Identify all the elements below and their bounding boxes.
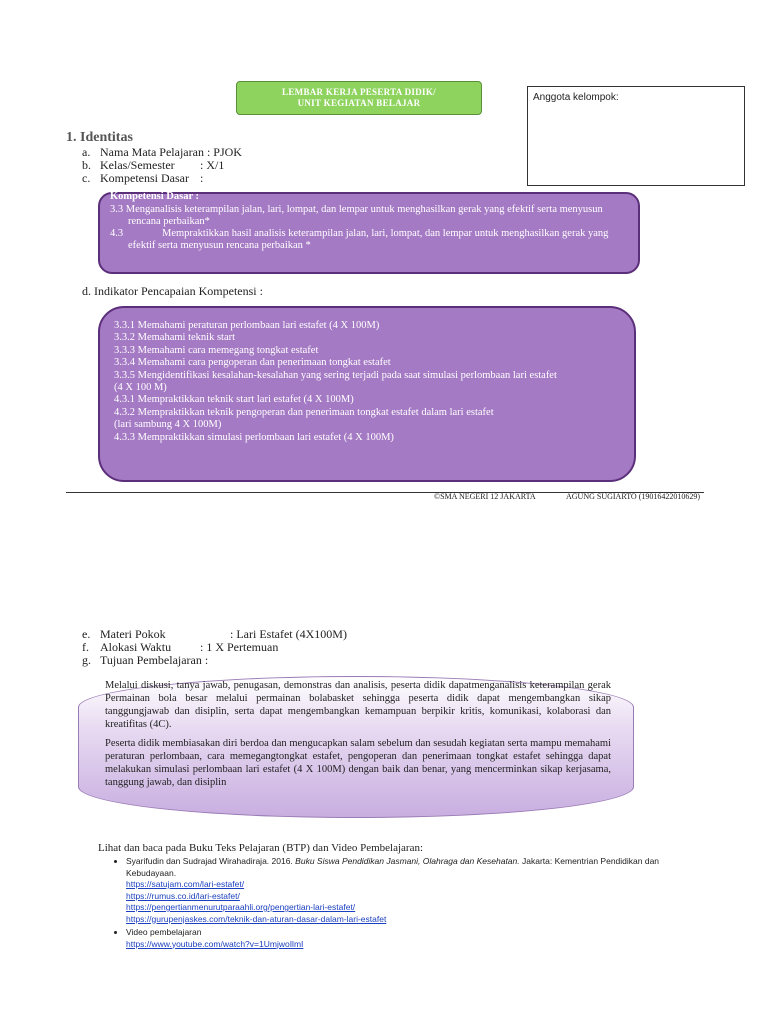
indikator-item: 3.3.2 Memahami teknik start — [114, 332, 236, 344]
reference-link[interactable]: https://pengertianmenurutparaahli.org/pengertian-lari-estafet/ — [126, 902, 356, 912]
indikator-item: 3.3.5 Mengidentifikasi kesalahan-kesalahan yang sering terjadi pada saat simulasi perlombaan lari estafet — [114, 369, 557, 381]
item-materi-pokok: e. Materi Pokok : Lari Estafet (4X100M) — [82, 627, 347, 641]
identity-item-a: a. Nama Mata Pelajaran : PJOK — [82, 145, 242, 159]
item-tujuan-pembelajaran: g. Tujuan Pembelajaran : — [82, 653, 209, 667]
title-line-1: LEMBAR KERJA PESERTA DIDIK/ — [282, 87, 436, 97]
kd-4-3-line2: efektif serta menyusun rencana perbaikan * — [128, 240, 311, 251]
reference-link[interactable]: https://gurupenjaskes.com/teknik-dan-aturan-dasar-dalam-lari-estafet — [126, 913, 387, 924]
group-members-label: Anggota kelompok: — [533, 92, 619, 103]
indikator-item: 4.3.1 Mempraktikkan teknik start lari estafet (4 X 100M) — [114, 394, 354, 406]
indikator-item: (lari sambung 4 X 100M) — [114, 419, 222, 431]
section-title-identitas: 1. Identitas — [66, 130, 133, 145]
indikator-item: 4.3.2 Mempraktikkan teknik pengoperan dan penerimaan tongkat estafet dalam lari estafet — [114, 406, 494, 418]
kd-4-3-number: 4.3 — [110, 228, 124, 239]
identity-item-c: c. Kompetensi Dasar : — [82, 171, 204, 185]
identity-item-b: b. Kelas/Semester : X/1 — [82, 158, 225, 172]
footer-author: AGUNG SUGIARTO (19016422010629) — [566, 492, 701, 501]
reference-intro: Lihat dan baca pada Buku Teks Pelajaran (BTP) dan Video Pembelajaran: — [98, 842, 424, 854]
group-members-box — [527, 86, 745, 186]
reference-book-title: Buku Siswa Pendidikan Jasmani, Olahraga dan Kesehatan. — [295, 856, 520, 866]
worksheet-title-banner — [236, 81, 482, 115]
indikator-item: 3.3.4 Memahami cara pengoperan dan penerimaan tongkat estafet — [114, 357, 391, 369]
reference-link[interactable]: https://rumus.co.id/lari-estafet/ — [126, 890, 240, 901]
footer-school: ©SMA NEGERI 12 JAKARTA — [434, 492, 536, 501]
tujuan-paragraph-2: Peserta didik membiasakan diri berdoa dan mengucapkan salam sebelum dan sesudah kegiatan serta mampu memahami peraturan perlombaan, cara memegangtongkat estafet, pengoperan dan penerimaan tongkat estafet sehingga dapat melakukan simulasi perlombaan lari estafet (4 X 100M) dengan baik dan benar, yang mencerminkan sikap kerjasama, tanggung jawab, dan disiplin — [105, 738, 611, 788]
kd-4-3-line1: Mempraktikkan hasil analisis keterampilan jalan, lari, lompat, dan lempar untuk menghasilkan gerak yang — [162, 228, 609, 239]
indikator-label: d. Indikator Pencapaian Kompetensi : — [82, 284, 263, 298]
reference-book: • Syarifudin dan Sudrajad Wirahadiraja. 2016. Buku Siswa Pendidikan Jasmani, Olahraga dan Kesehatan. Jakarta: Kementrian Pendidikan dan Kebudayaan. https://satujam.com/lari-estafet/ https://rumus.co.id/lari-estafet/ https://pengertianmenurutparaahli.org/pengertian-lari-estafet/ https://gurupenjaskes.com/teknik-dan-aturan-dasar-dalam-lari-estafet — [126, 856, 698, 925]
reference-section — [98, 842, 698, 950]
kd-3-3-line2: rencana perbaikan* — [128, 216, 210, 227]
item-alokasi-waktu: f. Alokasi Waktu : 1 X Pertemuan — [82, 640, 279, 654]
video-link[interactable]: https://www.youtube.com/watch?v=1UmjwoIlmI — [126, 938, 304, 949]
kompetensi-dasar-box — [98, 192, 640, 274]
tujuan-pembelajaran-box — [78, 676, 634, 818]
kd-3-3-line1: 3.3 Menganalisis keterampilan jalan, lari, lompat, dan lempar untuk menghasilkan gerak yang efektif serta menyusun — [110, 204, 603, 215]
tujuan-paragraph-1: Melalui diskusi, tanya jawab, penugasan, demonstras dan analisis, peserta didik dapatmenganalisis keterampilan gerak Permainan bola besar melalui permainan bolabasket sehingga peserta didik dapat mengembangkan sikap tanggungjawab dan disiplin, serta dapat mengembangkan kemampuan berpikir kritis, komunikasi, kolaborasi dan kreatifitas (4C). — [105, 680, 611, 730]
reference-video: • Video pembelajaran https://www.youtube.com/watch?v=1UmjwoIlmI — [126, 927, 698, 950]
indikator-item: 3.3.1 Memahami peraturan perlombaan lari estafet (4 X 100M) — [114, 320, 380, 331]
reference-list — [98, 856, 698, 950]
reference-link[interactable]: https://satujam.com/lari-estafet/ — [126, 879, 245, 889]
kd-heading: Kompetensi Dasar : — [110, 191, 200, 202]
indikator-item: 3.3.3 Memahami cara memegang tongkat estafet — [114, 344, 319, 356]
indikator-item: 4.3.3 Mempraktikkan simulasi perlombaan lari estafet (4 X 100M) — [114, 431, 394, 443]
indikator-item: (4 X 100 M) — [114, 382, 167, 394]
title-line-2: UNIT KEGIATAN BELAJAR — [297, 98, 421, 108]
indikator-box — [98, 306, 636, 482]
